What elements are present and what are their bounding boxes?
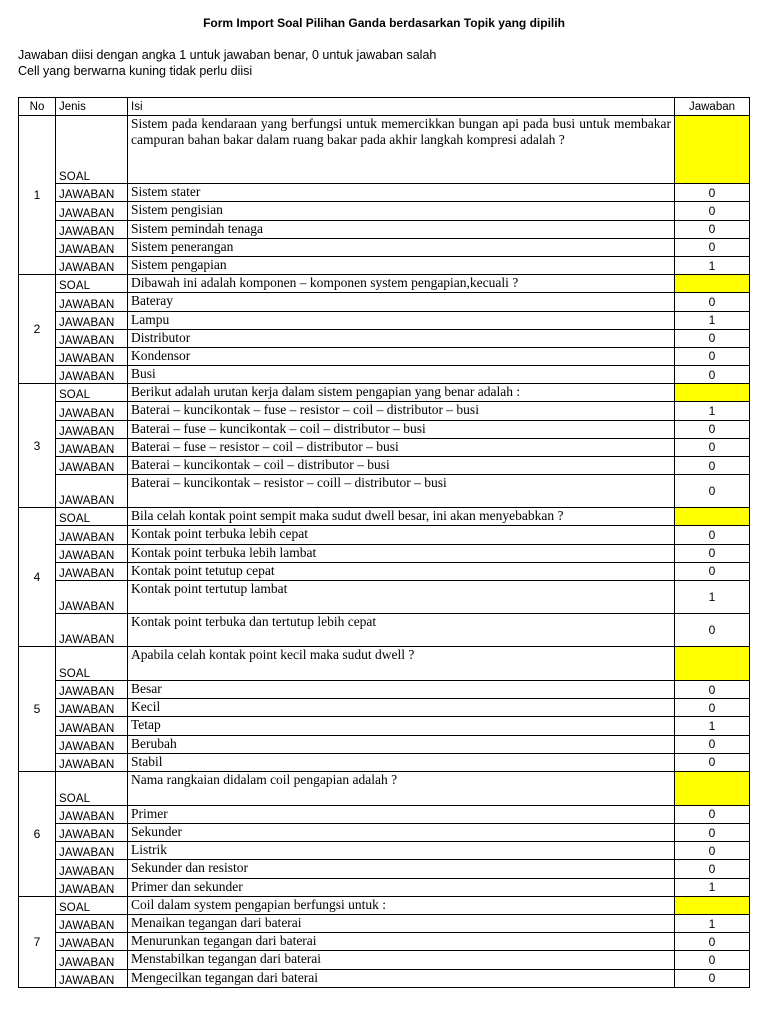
jenis-cell: SOAL — [56, 896, 128, 914]
jenis-cell: JAWABAN — [56, 366, 128, 384]
jenis-cell: JAWABAN — [56, 699, 128, 717]
answer-row — [19, 613, 750, 646]
jawaban-cell[interactable]: 0 — [675, 824, 750, 842]
jawaban-cell[interactable]: 0 — [675, 544, 750, 562]
column-header-no: No — [19, 98, 56, 116]
isi-cell[interactable]: Kontak point terbuka lebih cepat — [128, 526, 675, 544]
isi-cell[interactable]: Berubah — [128, 735, 675, 753]
question-row — [19, 771, 750, 805]
answer-row — [19, 402, 750, 420]
jenis-cell: JAWABAN — [56, 933, 128, 951]
jawaban-cell[interactable]: 0 — [675, 613, 750, 646]
question-row — [19, 508, 750, 526]
jenis-cell: JAWABAN — [56, 969, 128, 987]
isi-cell[interactable]: Distributor — [128, 329, 675, 347]
answer-row — [19, 347, 750, 365]
isi-cell[interactable]: Menaikan tegangan dari baterai — [128, 915, 675, 933]
jawaban-cell[interactable]: 0 — [675, 526, 750, 544]
jawaban-cell[interactable]: 1 — [675, 878, 750, 896]
isi-cell[interactable]: Mengecilkan tegangan dari baterai — [128, 969, 675, 987]
isi-cell[interactable]: Sistem pengapian — [128, 256, 675, 274]
answer-row — [19, 544, 750, 562]
answer-row — [19, 680, 750, 698]
isi-cell[interactable]: Sistem pada kendaraan yang berfungsi untuk memercikkan bungan api pada busi untuk membakar campuran bahan bakar dalam ruang bakar pada akhir langkah kompresi adalah ? — [128, 116, 675, 184]
answer-row — [19, 420, 750, 438]
jawaban-cell[interactable]: 0 — [675, 184, 750, 202]
column-header-jenis: Jenis — [56, 98, 128, 116]
answer-row — [19, 238, 750, 256]
isi-cell[interactable]: Apabila celah kontak point kecil maka sudut dwell ? — [128, 646, 675, 680]
jenis-cell: JAWABAN — [56, 915, 128, 933]
isi-cell[interactable]: Baterai – kuncikontak – fuse – resistor – coil – distributor – busi — [128, 402, 675, 420]
answer-row — [19, 805, 750, 823]
jenis-cell: JAWABAN — [56, 580, 128, 613]
question-row — [19, 646, 750, 680]
jenis-cell: SOAL — [56, 646, 128, 680]
question-row — [19, 116, 750, 184]
jenis-cell: JAWABAN — [56, 402, 128, 420]
isi-cell[interactable]: Kontak point tertutup lambat — [128, 580, 675, 613]
jawaban-cell[interactable]: 0 — [675, 347, 750, 365]
isi-cell[interactable]: Coil dalam system pengapian berfungsi untuk : — [128, 896, 675, 914]
jawaban-cell[interactable]: 0 — [675, 933, 750, 951]
question-number: 2 — [19, 275, 56, 384]
isi-cell[interactable]: Baterai – fuse – kuncikontak – coil – distributor – busi — [128, 420, 675, 438]
instruction-note: Cell yang berwarna kuning tidak perlu diisi — [18, 64, 253, 78]
jenis-cell: JAWABAN — [56, 824, 128, 842]
isi-cell[interactable]: Primer — [128, 805, 675, 823]
table-header-row — [19, 98, 750, 116]
question-table — [18, 97, 750, 988]
jawaban-cell-disabled — [675, 771, 750, 805]
jenis-cell: JAWABAN — [56, 220, 128, 238]
jenis-cell: JAWABAN — [56, 805, 128, 823]
jawaban-cell-disabled — [675, 275, 750, 293]
answer-row — [19, 475, 750, 508]
isi-cell[interactable]: Sekunder — [128, 824, 675, 842]
answer-row — [19, 699, 750, 717]
jenis-cell: JAWABAN — [56, 311, 128, 329]
instruction-note: Jawaban diisi dengan angka 1 untuk jawaban benar, 0 untuk jawaban salah — [18, 48, 437, 62]
answer-row — [19, 562, 750, 580]
jenis-cell: JAWABAN — [56, 457, 128, 475]
jenis-cell: SOAL — [56, 275, 128, 293]
jenis-cell: JAWABAN — [56, 544, 128, 562]
jawaban-cell[interactable]: 0 — [675, 457, 750, 475]
jawaban-cell[interactable]: 1 — [675, 311, 750, 329]
jawaban-cell[interactable]: 0 — [675, 438, 750, 456]
jawaban-cell[interactable]: 0 — [675, 753, 750, 771]
jenis-cell: JAWABAN — [56, 735, 128, 753]
jawaban-cell[interactable]: 0 — [675, 293, 750, 311]
jenis-cell: JAWABAN — [56, 842, 128, 860]
answer-row — [19, 220, 750, 238]
jawaban-cell[interactable]: 0 — [675, 805, 750, 823]
isi-cell[interactable]: Bateray — [128, 293, 675, 311]
isi-cell[interactable]: Sistem pemindah tenaga — [128, 220, 675, 238]
jawaban-cell[interactable]: 0 — [675, 969, 750, 987]
jawaban-cell-disabled — [675, 896, 750, 914]
question-number: 4 — [19, 508, 56, 647]
isi-cell[interactable]: Primer dan sekunder — [128, 878, 675, 896]
jawaban-cell-disabled — [675, 116, 750, 184]
answer-row — [19, 184, 750, 202]
isi-cell[interactable]: Sistem pengisian — [128, 202, 675, 220]
page-title: Form Import Soal Pilihan Ganda berdasarkan Topik yang dipilih — [203, 16, 565, 30]
question-row — [19, 896, 750, 914]
jenis-cell: JAWABAN — [56, 329, 128, 347]
question-number: 3 — [19, 384, 56, 508]
answer-row — [19, 969, 750, 987]
isi-cell[interactable]: Kontak point tetutup cepat — [128, 562, 675, 580]
isi-cell[interactable]: Lampu — [128, 311, 675, 329]
question-row — [19, 275, 750, 293]
jawaban-cell[interactable]: 0 — [675, 366, 750, 384]
answer-row — [19, 735, 750, 753]
jenis-cell: JAWABAN — [56, 860, 128, 878]
jenis-cell: JAWABAN — [56, 613, 128, 646]
jawaban-cell[interactable]: 1 — [675, 402, 750, 420]
jawaban-cell[interactable]: 0 — [675, 562, 750, 580]
isi-cell[interactable]: Berikut adalah urutan kerja dalam sistem pengapian yang benar adalah : — [128, 384, 675, 402]
column-header-isi: Isi — [128, 98, 675, 116]
answer-row — [19, 842, 750, 860]
question-number: 1 — [19, 116, 56, 275]
answer-row — [19, 580, 750, 613]
jenis-cell: JAWABAN — [56, 438, 128, 456]
question-number: 5 — [19, 646, 56, 771]
isi-cell[interactable]: Baterai – kuncikontak – resistor – coill – distributor – busi — [128, 475, 675, 508]
jawaban-cell[interactable]: 0 — [675, 860, 750, 878]
isi-cell[interactable]: Busi — [128, 366, 675, 384]
isi-cell[interactable]: Besar — [128, 680, 675, 698]
jenis-cell: SOAL — [56, 384, 128, 402]
isi-cell[interactable]: Bila celah kontak point sempit maka sudut dwell besar, ini akan menyebabkan ? — [128, 508, 675, 526]
answer-row — [19, 717, 750, 735]
isi-cell[interactable]: Menurunkan tegangan dari baterai — [128, 933, 675, 951]
jawaban-cell-disabled — [675, 508, 750, 526]
jenis-cell: JAWABAN — [56, 878, 128, 896]
jawaban-cell[interactable]: 0 — [675, 475, 750, 508]
isi-cell[interactable]: Listrik — [128, 842, 675, 860]
jenis-cell: SOAL — [56, 771, 128, 805]
jenis-cell: JAWABAN — [56, 717, 128, 735]
isi-cell[interactable]: Kontak point terbuka dan tertutup lebih cepat — [128, 613, 675, 646]
jenis-cell: JAWABAN — [56, 202, 128, 220]
question-row — [19, 384, 750, 402]
jenis-cell: SOAL — [56, 116, 128, 184]
jawaban-cell[interactable]: 0 — [675, 202, 750, 220]
answer-row — [19, 951, 750, 969]
answer-row — [19, 329, 750, 347]
jenis-cell: JAWABAN — [56, 347, 128, 365]
jenis-cell: JAWABAN — [56, 475, 128, 508]
answer-row — [19, 366, 750, 384]
jawaban-cell[interactable]: 0 — [675, 238, 750, 256]
answer-row — [19, 256, 750, 274]
isi-cell[interactable]: Dibawah ini adalah komponen – komponen system pengapian,kecuali ? — [128, 275, 675, 293]
jenis-cell: JAWABAN — [56, 238, 128, 256]
jenis-cell: JAWABAN — [56, 951, 128, 969]
jawaban-cell[interactable]: 1 — [675, 915, 750, 933]
jawaban-cell[interactable]: 1 — [675, 717, 750, 735]
jawaban-cell[interactable]: 0 — [675, 220, 750, 238]
isi-cell[interactable]: Sistem stater — [128, 184, 675, 202]
answer-row — [19, 293, 750, 311]
jenis-cell: JAWABAN — [56, 293, 128, 311]
jenis-cell: SOAL — [56, 508, 128, 526]
answer-row — [19, 457, 750, 475]
answer-row — [19, 311, 750, 329]
isi-cell[interactable]: Menstabilkan tegangan dari baterai — [128, 951, 675, 969]
jenis-cell: JAWABAN — [56, 680, 128, 698]
answer-row — [19, 753, 750, 771]
jawaban-cell[interactable]: 0 — [675, 680, 750, 698]
isi-cell[interactable]: Baterai – kuncikontak – coil – distributor – busi — [128, 457, 675, 475]
question-number: 6 — [19, 771, 56, 896]
isi-cell[interactable]: Kondensor — [128, 347, 675, 365]
isi-cell[interactable]: Nama rangkaian didalam coil pengapian adalah ? — [128, 771, 675, 805]
jawaban-cell[interactable]: 0 — [675, 420, 750, 438]
answer-row — [19, 526, 750, 544]
answer-row — [19, 878, 750, 896]
jawaban-cell[interactable]: 0 — [675, 329, 750, 347]
answer-row — [19, 860, 750, 878]
jawaban-cell[interactable]: 0 — [675, 735, 750, 753]
jawaban-cell[interactable]: 0 — [675, 951, 750, 969]
answer-row — [19, 438, 750, 456]
isi-cell[interactable]: Kontak point terbuka lebih lambat — [128, 544, 675, 562]
answer-row — [19, 933, 750, 951]
answer-row — [19, 824, 750, 842]
isi-cell[interactable]: Tetap — [128, 717, 675, 735]
jenis-cell: JAWABAN — [56, 526, 128, 544]
jawaban-cell-disabled — [675, 646, 750, 680]
isi-cell[interactable]: Sekunder dan resistor — [128, 860, 675, 878]
jenis-cell: JAWABAN — [56, 420, 128, 438]
jenis-cell: JAWABAN — [56, 184, 128, 202]
jawaban-cell[interactable]: 1 — [675, 580, 750, 613]
isi-cell[interactable]: Kecil — [128, 699, 675, 717]
isi-cell[interactable]: Stabil — [128, 753, 675, 771]
answer-row — [19, 202, 750, 220]
jawaban-cell[interactable]: 1 — [675, 256, 750, 274]
column-header-jawaban: Jawaban — [675, 98, 750, 116]
isi-cell[interactable]: Sistem penerangan — [128, 238, 675, 256]
question-table-body — [19, 116, 750, 988]
isi-cell[interactable]: Baterai – fuse – resistor – coil – distributor – busi — [128, 438, 675, 456]
jawaban-cell[interactable]: 0 — [675, 699, 750, 717]
jenis-cell: JAWABAN — [56, 753, 128, 771]
jawaban-cell[interactable]: 0 — [675, 842, 750, 860]
jenis-cell: JAWABAN — [56, 562, 128, 580]
jenis-cell: JAWABAN — [56, 256, 128, 274]
jawaban-cell-disabled — [675, 384, 750, 402]
answer-row — [19, 915, 750, 933]
question-number: 7 — [19, 896, 56, 987]
